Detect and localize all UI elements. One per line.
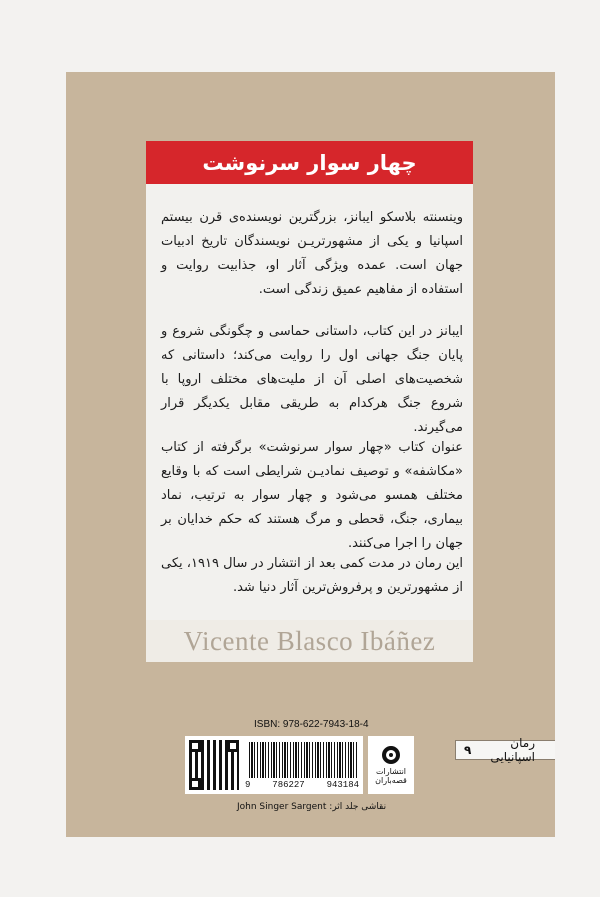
- description-paragraph: این رمان در مدت کمی بعد از انتشار در سال ۱۹۱۹، یکی از مشهورترین و پرفروش‌ترین آثار دنیا شد.: [161, 556, 463, 595]
- description-panel: [146, 184, 473, 634]
- description-paragraph: وینسنته بلاسکو ایبانز، بزرگترین نویسنده‌ی قرن بیستم اسپانیا و یکی از مشهورتریـن نویسندگان تاریخ ادبیات جهان است. عمده ویژگی آثار او، جذابیت روایت و استفاده از مفاهیم عمیق زندگی است.: [161, 210, 463, 297]
- bottom-info-strip: [66, 706, 555, 801]
- barcode-digit-group: 9: [245, 780, 251, 790]
- description-paragraph: عنوان کتاب «چهار سوار سرنوشت» برگرفته از کتاب «مکاشفه» و توصیف نمادیـن شرایطی است که با وقایع مختلف همسو می‌شود و چهار سوار به ترتیب، نماد بیماری، جنگ، قحطی و مرگ هستند که حکم خدایان بر جهان را اجرا می‌کنند.: [161, 440, 463, 551]
- barcode-digit-group: 786227: [272, 780, 305, 790]
- barcode-box: [185, 736, 363, 794]
- series-label: [455, 736, 555, 764]
- publisher-name: انتشارات قصه‌باران: [375, 766, 407, 785]
- qr-code-icon: [189, 740, 239, 790]
- series-genre: رمان اسپانیایی: [490, 736, 535, 764]
- barcode-digit-group: 943184: [326, 780, 359, 790]
- isbn-label: ISBN: 978-622-7943-18-4: [254, 719, 369, 730]
- book-title: چهار سوار سرنوشت: [146, 141, 473, 184]
- back-cover: [66, 72, 555, 837]
- description-paragraph: ایبانز در این کتاب، داستانی حماسی و چگونگی شروع و پایان جنگ جهانی اول را روایت می‌کند؛ داستانی که شخصیت‌های اصلی آن از ملیت‌های مختلف اروپا با شروع جنگ هرکدام به طریقی مقابل یکدیگر قرار می‌گیرند.: [161, 324, 463, 435]
- publisher-emblem-icon: [382, 746, 400, 764]
- cover-painter-credit: نقاشی جلد اثر: John Singer Sargent: [237, 802, 387, 812]
- author-name: Vicente Blasco Ibáñez: [146, 620, 473, 662]
- publisher-logo: [368, 736, 414, 794]
- series-number: ۹: [464, 743, 472, 757]
- barcode-icon: [249, 742, 357, 778]
- barcode-digits: [245, 780, 359, 790]
